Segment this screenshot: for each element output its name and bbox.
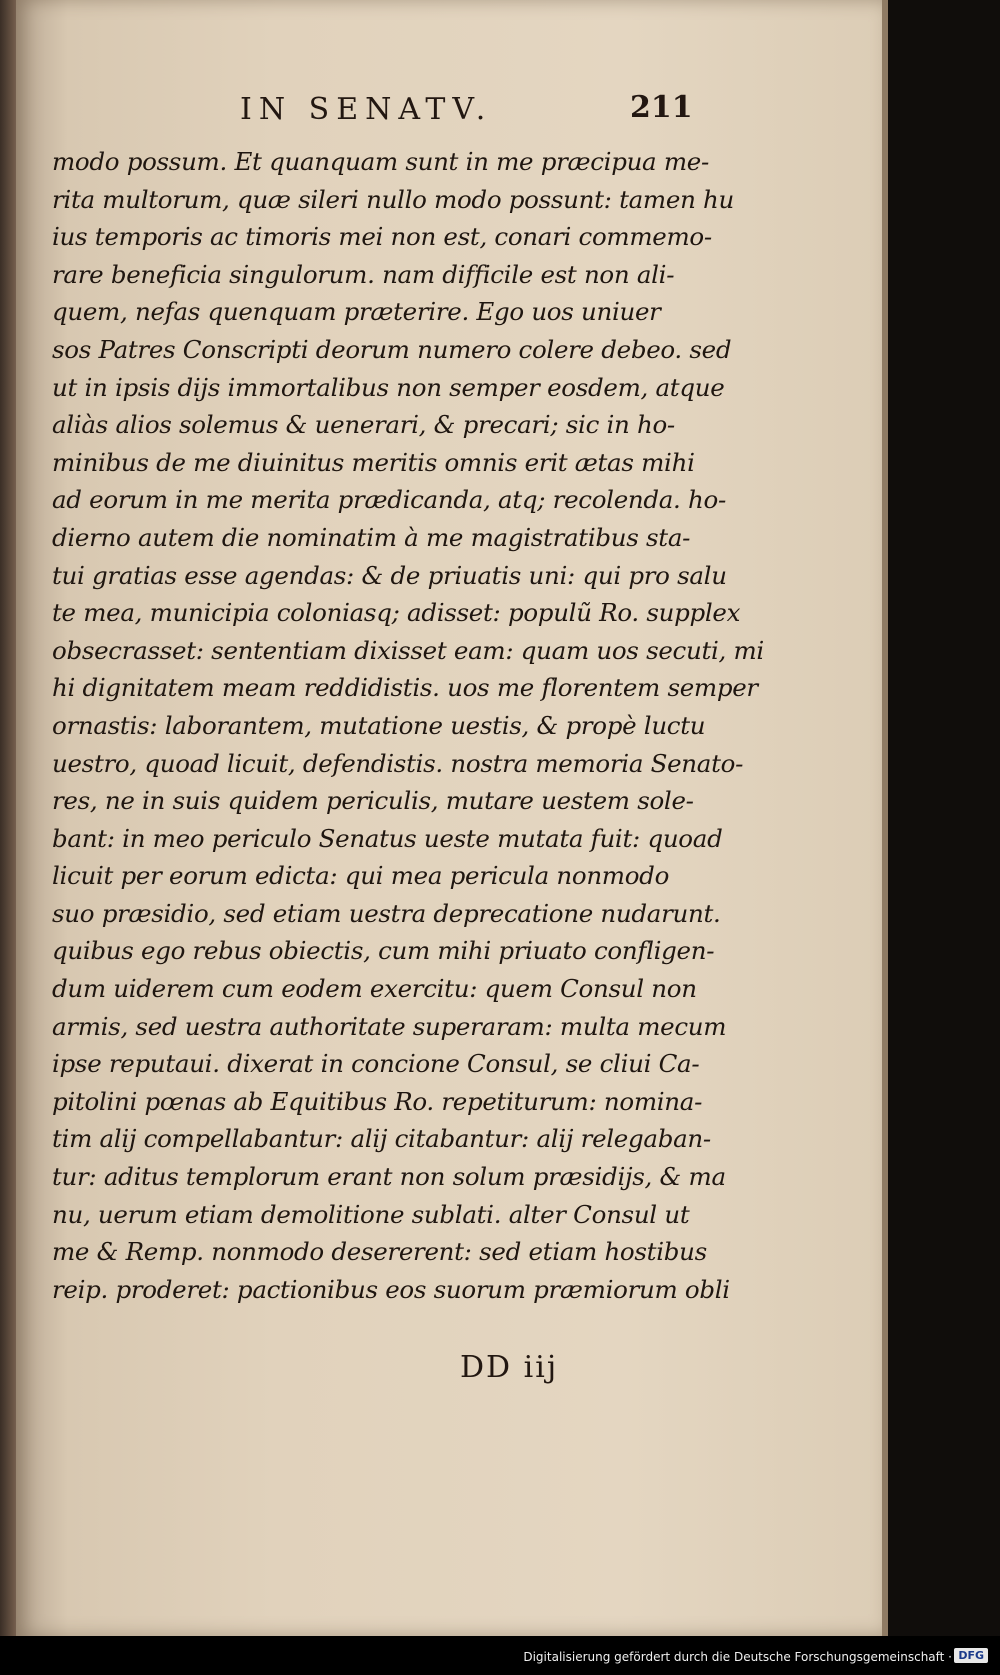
funding-credit: Digitalisierung gefördert durch die Deutsche Forschungsgemeinschaft ·: [523, 1650, 952, 1664]
text-line: sos Patres Conscripti deorum numero colere debeo. sed: [52, 334, 732, 364]
signature-mark: DD iij: [460, 1350, 559, 1385]
text-line: hi dignitatem meam reddidistis. uos me florentem semper: [52, 673, 758, 703]
text-line: licuit per eorum edicta: qui mea pericula nonmodo: [52, 861, 670, 891]
text-line: rare beneficia singulorum. nam difficile est non ali-: [52, 259, 675, 289]
page-header: [240, 90, 693, 138]
text-line: ad eorum in me merita prædicanda, atq; recolenda. ho-: [52, 485, 726, 515]
text-line: ut in ipsis dijs immortalibus non semper eosdem, atque: [52, 372, 725, 402]
text-line: quem, nefas quenquam præterire. Ego uos uniuer: [52, 297, 661, 327]
text-line: aliàs alios solemus & uenerari, & precari; sic in ho-: [52, 410, 675, 440]
text-line: te mea, municipia coloniasq; adisset: populũ Ro. supplex: [52, 598, 741, 628]
text-line: pitolini pœnas ab Equitibus Ro. repetiturum: nomina-: [52, 1086, 703, 1116]
text-line: nu, uerum etiam demolitione sublati. alter Consul ut: [52, 1199, 690, 1229]
text-line: quibus ego rebus obiectis, cum mihi priuato confligen-: [52, 936, 715, 966]
text-line: dum uiderem cum eodem exercitu: quem Consul non: [52, 974, 697, 1004]
text-line: minibus de me diuinitus meritis omnis erit ætas mihi: [52, 447, 695, 477]
text-line: rita multorum, quæ sileri nullo modo possunt: tamen hu: [52, 184, 734, 214]
text-line: tui gratias esse agendas: & de priuatis uni: qui pro salu: [52, 560, 727, 590]
page-number: 211: [630, 90, 693, 125]
text-line: suo præsidio, sed etiam uestra deprecatione nudarunt.: [52, 898, 721, 928]
text-line: tim alij compellabantur: alij citabantur: alij relegaban-: [52, 1124, 711, 1154]
text-line: bant: in meo periculo Senatus ueste mutata fuit: quoad: [52, 823, 723, 853]
text-line: dierno autem die nominatim à me magistratibus sta-: [52, 522, 691, 552]
text-line: modo possum. Et quanquam sunt in me præcipua me-: [52, 147, 709, 176]
text-line: reip. proderet: pactionibus eos suorum præmiorum obli: [52, 1274, 730, 1304]
dfg-logo: DFG: [954, 1648, 988, 1663]
page-right-edge: [882, 0, 888, 1636]
text-line: armis, sed uestra authoritate superaram: multa mecum: [52, 1011, 727, 1041]
text-line: uestro, quoad licuit, defendistis. nostra memoria Senato-: [52, 748, 744, 778]
running-head: IN SENATV.: [240, 92, 493, 127]
text-line: ipse reputaui. dixerat in concione Consul, se cliui Ca-: [52, 1049, 700, 1079]
text-line: tur: aditus templorum erant non solum præsidijs, & ma: [52, 1162, 726, 1192]
text-block: [52, 143, 764, 1308]
text-line: obsecrasset: sententiam dixisset eam: quam uos secuti, mi: [52, 635, 764, 665]
text-line: ornastis: laborantem, mutatione uestis, & propè luctu: [52, 710, 706, 740]
text-line: me & Remp. nonmodo desererent: sed etiam hostibus: [52, 1237, 707, 1267]
text-line: res, ne in suis quidem periculis, mutare uestem sole-: [52, 786, 694, 816]
text-line: ius temporis ac timoris mei non est, conari commemo-: [52, 222, 712, 252]
